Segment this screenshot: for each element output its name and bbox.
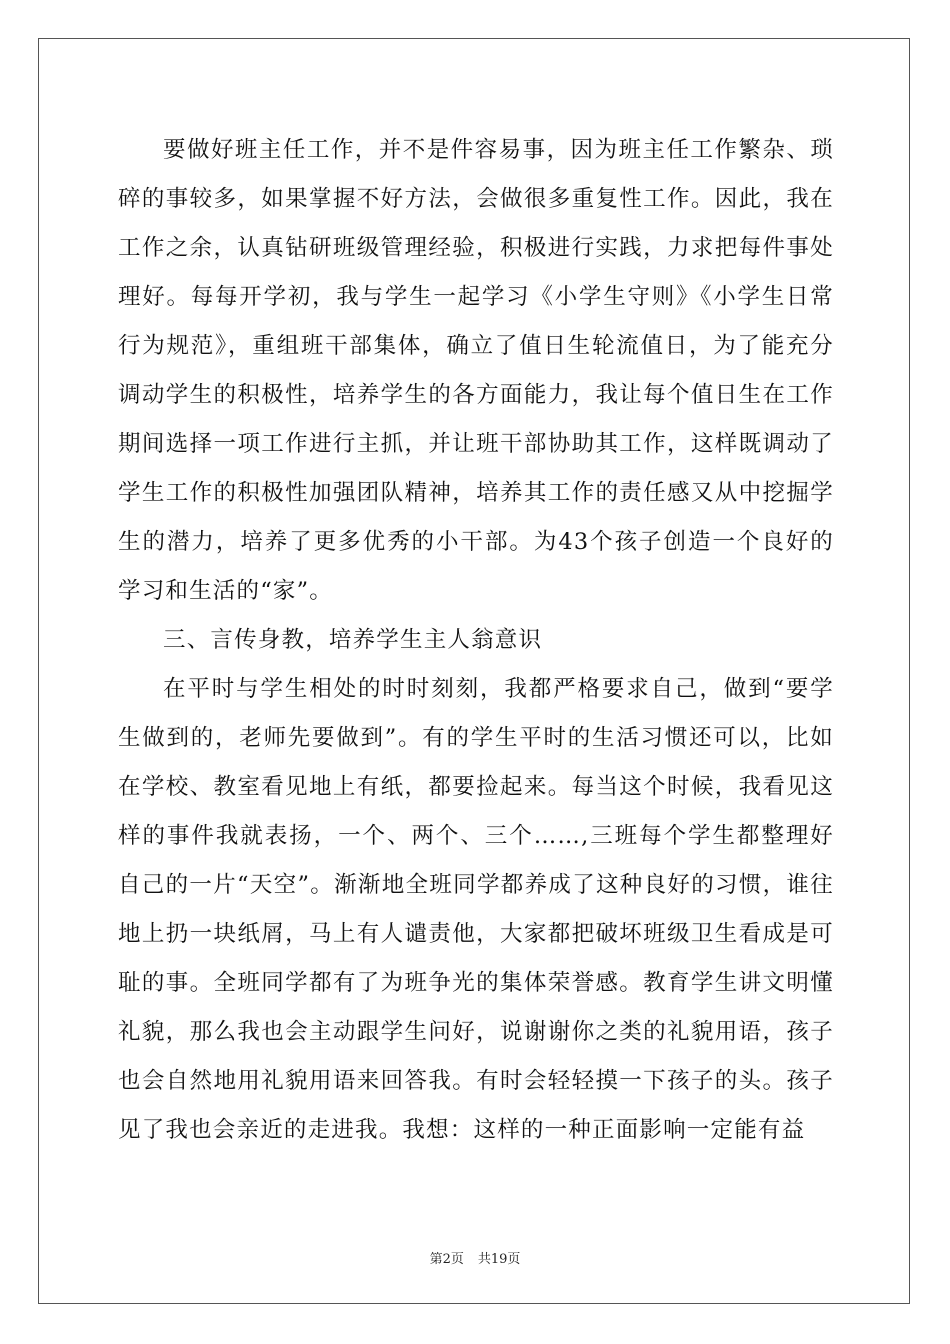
- paragraph-lead-by-example: 在平时与学生相处的时时刻刻，我都严格要求自己，做到“要学生做到的，老师先要做到”。有的学生平时的生活习惯还可以，比如在学校、教室看见地上有纸，都要捡起来。每当这个时候，我看见这样的事件我就表扬，一个、两个、三个……,三班每个学生都整理好自己的一片“天空”。渐渐地全班同学都养成了这种良好的习惯，谁往地上扔一块纸屑，马上有人谴责他，大家都把破坏班级卫生看成是可耻的事。全班同学都有了为班争光的集体荣誉感。教育学生讲文明懂礼貌，那么我也会主动跟学生问好，说谢谢你之类的礼貌用语，孩子也会自然地用礼貌用语来回答我。有时会轻轻摸一下孩子的头。孩子见了我也会亲近的走进我。我想：这样的一种正面影响一定能有益: [118, 676, 834, 1143]
- page-footer: [0, 1248, 950, 1267]
- document-body: [118, 126, 834, 1155]
- paragraph-class-management: 要做好班主任工作，并不是件容易事，因为班主任工作繁杂、琐碎的事较多，如果掌握不好方法，会做很多重复性工作。因此，我在工作之余，认真钻研班级管理经验，积极进行实践，力求把每件事处理好。每每开学初，我与学生一起学习《小学生守则》《小学生日常行为规范》，重组班干部集体，确立了值日生轮流值日，为了能充分调动学生的积极性，培养学生的各方面能力，我让每个值日生在工作期间选择一项工作进行主抓，并让班干部协助其工作，这样既调动了学生工作的积极性加强团队精神，培养其工作的责任感又从中挖掘学生的潜力，培养了更多优秀的小干部。为43个孩子创造一个良好的学习和生活的“家”。: [118, 137, 834, 604]
- total-pages: 共19页: [477, 1252, 521, 1267]
- section-heading-3: 三、言传身教，培养学生主人翁意识: [163, 627, 543, 653]
- current-page-number: 第2页: [429, 1252, 464, 1267]
